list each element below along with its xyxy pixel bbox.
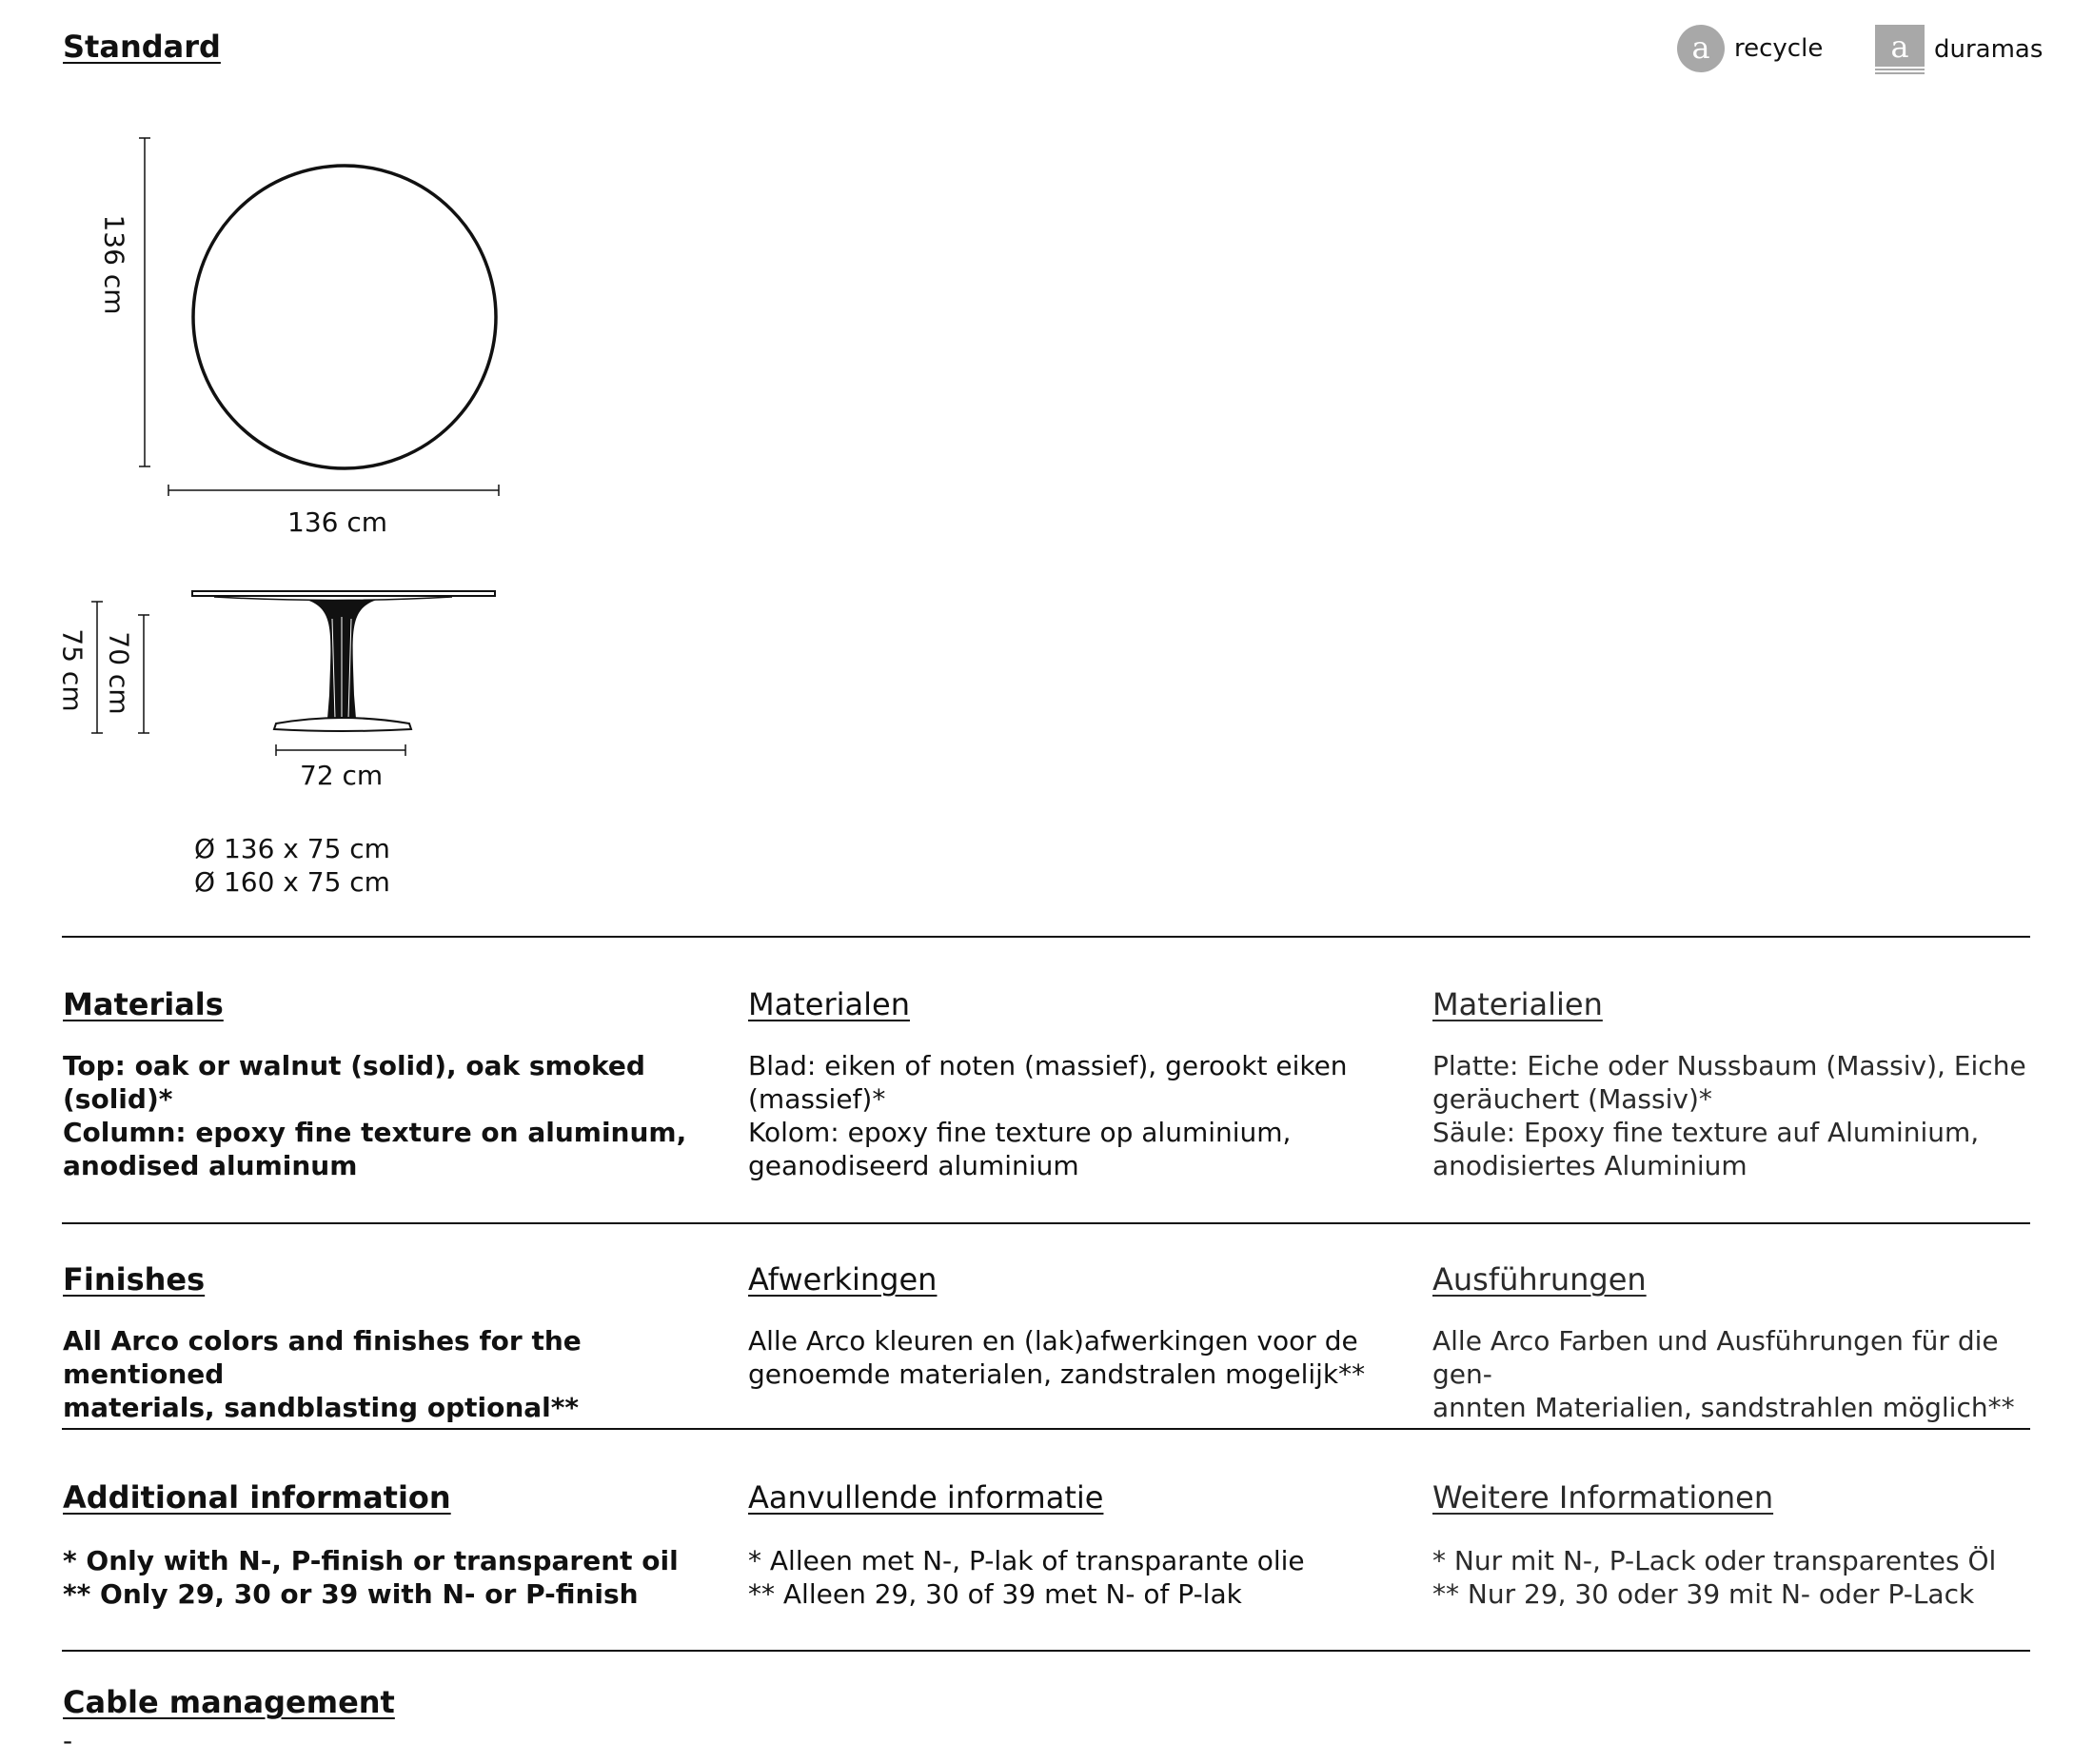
text-line: Säule: Epoxy fine texture auf Aluminium,	[1432, 1117, 1980, 1148]
duramas-logo-label: duramas	[1934, 35, 2044, 64]
section-title: Afwerkingen	[748, 1261, 938, 1298]
recycle-logo-icon	[1677, 25, 1725, 72]
section-title: Materials	[63, 986, 224, 1022]
text-line: Alle Arco kleuren en (lak)afwerkingen voor de	[748, 1325, 1358, 1357]
recycle-logo	[1677, 25, 1823, 72]
side-inner-height-label: 70 cm	[103, 631, 135, 715]
text-line: * Only with N-, P-finish or transparent oil	[63, 1545, 679, 1576]
recycle-logo-label: recycle	[1734, 34, 1824, 63]
text-line: genoemde materialen, zandstralen mogelijk**	[748, 1358, 1366, 1390]
pedestal-base	[274, 718, 411, 731]
materials-de	[1432, 986, 2061, 1182]
finishes-en	[63, 1261, 691, 1424]
top-view-drawing	[133, 133, 514, 514]
text-line: annten Materialien, sandstrahlen möglich**	[1432, 1392, 2015, 1423]
text-line: Alle Arco Farben und Ausführungen für die gen-	[1432, 1325, 1999, 1390]
side-base-label: 72 cm	[300, 760, 384, 791]
section-divider	[62, 936, 2030, 938]
text-line: geanodiseerd aluminium	[748, 1150, 1079, 1181]
text-line: ** Alleen 29, 30 of 39 met N- of P-lak	[748, 1578, 1242, 1610]
cable-value: -	[63, 1725, 73, 1756]
size-option: Ø 160 x 75 cm	[194, 866, 390, 898]
text-line: Kolom: epoxy fine texture op aluminium,	[748, 1117, 1292, 1148]
materials-nl	[748, 986, 1376, 1182]
additional-en	[63, 1479, 691, 1611]
text-line: Platte: Eiche oder Nussbaum (Massiv), Eiche	[1432, 1050, 2026, 1081]
materials-en	[63, 986, 691, 1182]
text-line: materials, sandblasting optional**	[63, 1392, 580, 1423]
text-line: (solid)*	[63, 1083, 173, 1115]
section-divider	[62, 1222, 2030, 1224]
svg-text:a: a	[1691, 30, 1710, 66]
section-title: Materialen	[748, 986, 910, 1022]
finishes-de	[1432, 1261, 2061, 1424]
svg-text:a: a	[1890, 29, 1909, 65]
top-width-label: 136 cm	[287, 506, 388, 538]
text-line: anodised aluminum	[63, 1150, 358, 1181]
tabletop-circle	[193, 166, 496, 468]
section-title: Finishes	[63, 1261, 206, 1298]
text-line: anodisiertes Aluminium	[1432, 1150, 1747, 1181]
section-divider	[62, 1428, 2030, 1430]
text-line: All Arco colors and finishes for the mentioned	[63, 1325, 582, 1390]
side-view-drawing	[86, 581, 514, 762]
side-outer-height-label: 75 cm	[56, 628, 89, 712]
text-line: ** Only 29, 30 or 39 with N- or P-finish	[63, 1578, 639, 1610]
text-line: * Nur mit N-, P-Lack oder transparentes Öl	[1432, 1545, 1997, 1576]
finishes-nl	[748, 1261, 1376, 1391]
text-line: * Alleen met N-, P-lak of transparante olie	[748, 1545, 1305, 1576]
additional-de	[1432, 1479, 2061, 1611]
text-line: (massief)*	[748, 1083, 886, 1115]
size-option: Ø 136 x 75 cm	[194, 833, 390, 864]
section-title: Weitere Informationen	[1432, 1479, 1774, 1516]
duramas-logo-icon	[1875, 25, 1925, 74]
text-line: geräuchert (Massiv)*	[1432, 1083, 1712, 1115]
text-line: Column: epoxy fine texture on aluminum,	[63, 1117, 687, 1148]
section-title: Additional information	[63, 1479, 451, 1516]
text-line: Blad: eiken of noten (massief), gerookt eiken	[748, 1050, 1348, 1081]
section-title: Cable management	[63, 1684, 395, 1720]
tabletop-side	[192, 591, 495, 596]
duramas-logo	[1875, 25, 2043, 74]
section-divider	[62, 1650, 2030, 1652]
text-line: Top: oak or walnut (solid), oak smoked	[63, 1050, 645, 1081]
section-title: Materialien	[1432, 986, 1603, 1022]
text-line: ** Nur 29, 30 oder 39 mit N- oder P-Lack	[1432, 1578, 1975, 1610]
additional-nl	[748, 1479, 1376, 1611]
section-title: Aanvullende informatie	[748, 1479, 1104, 1516]
cable-management	[63, 1684, 395, 1757]
page-title: Standard	[63, 29, 221, 65]
section-title: Ausführungen	[1432, 1261, 1647, 1298]
top-height-label: 136 cm	[98, 214, 130, 315]
